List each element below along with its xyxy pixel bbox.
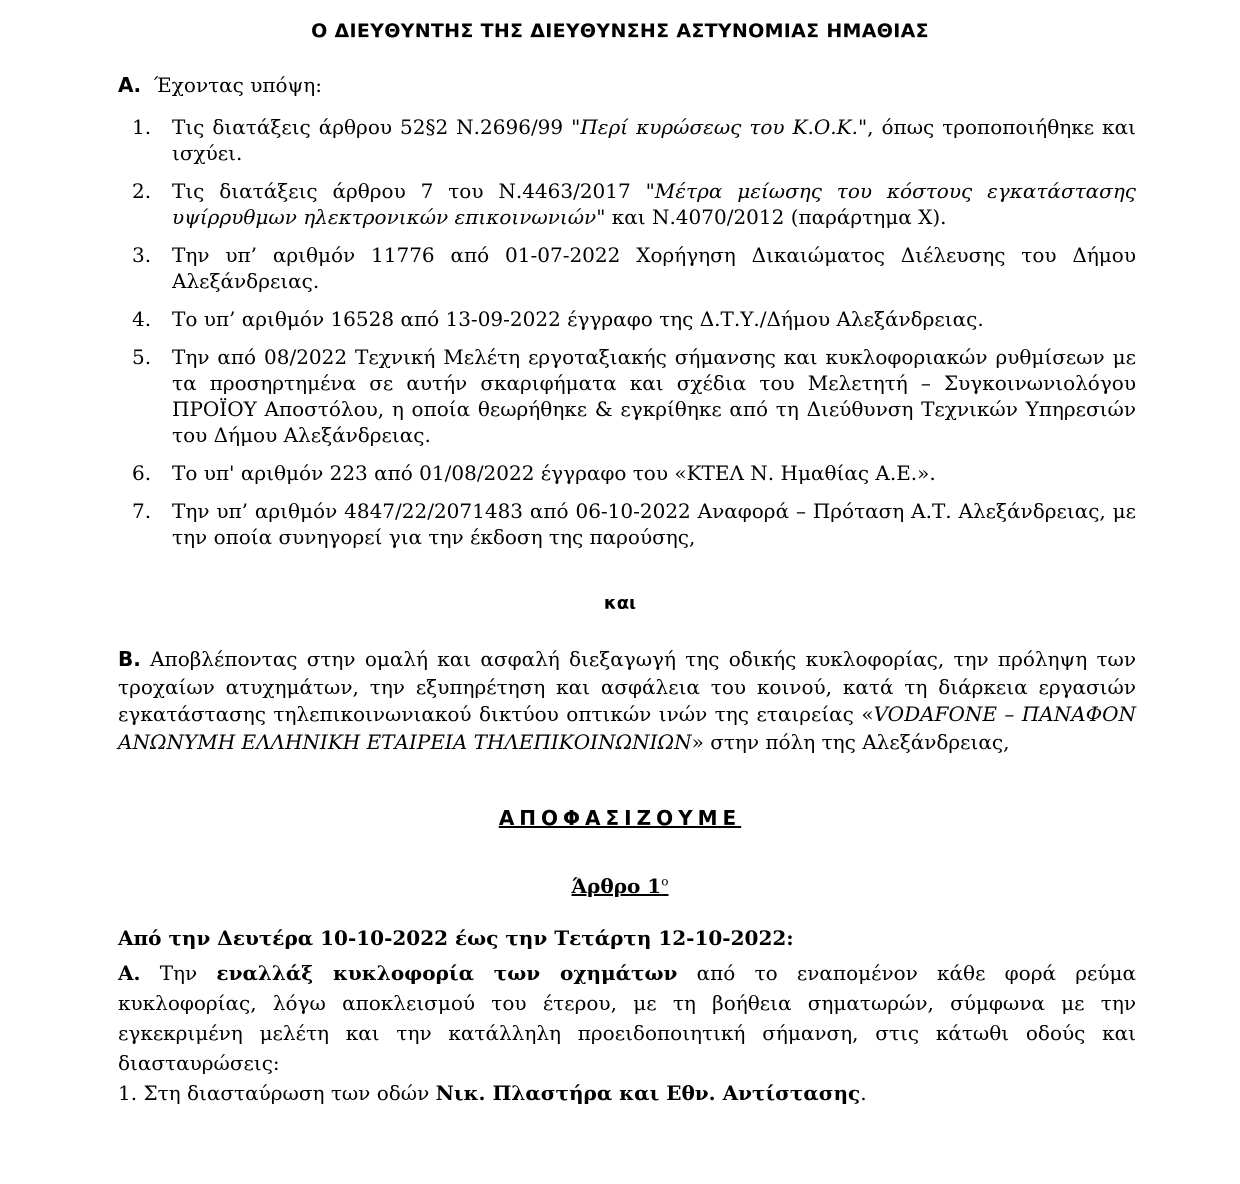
list-item-number: 6. <box>132 461 152 485</box>
section-b-label: Β. <box>118 647 141 671</box>
list-item-text: Την υπ’ αριθμόν 11776 από 01-07-2022 Χορήγηση Δικαιώματος Διέλευσης του Δήμου Αλεξάνδρειας. <box>172 243 1136 293</box>
list-item-text: Το υπ’ αριθμόν 16528 από 13-09-2022 έγγραφο της Δ.Τ.Υ./Δήμου Αλεξάνδρειας. <box>172 307 984 331</box>
article-title: Άρθρο 1 <box>571 874 662 898</box>
list-item-text: Την από 08/2022 Τεχνική Μελέτη εργοταξιακής σήμανσης και κυκλοφοριακών ρυθμίσεων με τα προσηρτημένα σε αυτήν σκαριφήματα και σχέδια του Μελετητή – Συγκοινωνιολόγου ΠΡΟΪΟΥ Αποστόλου, η οποία θεωρήθηκε & εγκρίθηκε από τη Διεύθυνση Τεχνικών Υπηρεσιών του Δήμου Αλεξάνδρειας. <box>172 345 1136 447</box>
section-b-text: Αποβλέποντας στην ομαλή και ασφαλή διεξαγωγή της οδικής κυκλοφορίας, την πρόληψη των τροχαίων ατυχημάτων, την εξυπηρέτηση και ασφάλεια του κοινού, κατά τη διάρκεια εργασιών εγκατάστασης τηλεπικοινωνιακού δικτύου οπτικών ινών της εταιρείας « <box>118 647 1136 726</box>
list-item-text: Το υπ' αριθμόν 223 από 01/08/2022 έγγραφο του «ΚΤΕΛ Ν. Ημαθίας Α.Ε.». <box>172 461 936 485</box>
list-item-text: Την υπ’ αριθμόν 4847/22/2071483 από 06-10-2022 Αναφορά – Πρόταση Α.Τ. Αλεξάνδρειας, με την οποία συνηγορεί για την έκδοση της παρούσης, <box>172 499 1136 549</box>
section-a-intro-text: Έχοντας υπόψη: <box>153 73 322 97</box>
paragraph-a-text: από το εναπομένον κάθε φορά ρεύμα κυκλοφορίας, λόγω αποκλεισμού του έτερου, με τη βοήθεια σηματωρών, σύμφωνα με την εγκεκριμένη μελέτη και την κατάλληλη προειδοποιητική σήμανση, στις κάτωθι οδούς και διασταυρώσεις: <box>118 961 1136 1075</box>
list-item-italic: "Μέτρα μείωσης του κόστους εγκατάστασης υψίρρυθμων ηλεκτρονικών επικοινωνιών <box>172 179 1136 229</box>
list-item-number: 1. <box>132 115 152 139</box>
list-item-number: 3. <box>132 243 152 267</box>
paragraph-a-emphasis: εναλλάξ κυκλοφορία των οχημάτων <box>216 961 678 985</box>
article-ordinal: ο <box>661 874 669 889</box>
list-item <box>118 344 1136 448</box>
paragraph-a-text: Την <box>140 961 217 985</box>
list-item-number: 7. <box>132 499 152 523</box>
considerations-list <box>118 114 1136 562</box>
company-name: VODAFONE – ΠΑΝΑΦΟΝ ΑΝΩΝΥΜΗ ΕΛΛΗΝΙΚΗ ΕΤΑΙΡΕΙΑ ΤΗΛΕΠΙΚΟΙΝΩΝΙΩΝ <box>118 702 1136 754</box>
paragraph-a <box>118 958 1136 1078</box>
section-a-label: Α. <box>118 73 142 97</box>
list-item <box>118 460 1136 486</box>
list-item <box>118 242 1136 294</box>
intersection-item <box>118 1080 867 1106</box>
section-b-text: » στην πόλη της Αλεξάνδρειας, <box>691 729 1010 754</box>
conjunction-text: και <box>603 593 637 614</box>
list-item-text: Τις διατάξεις άρθρου 7 του Ν.4463/2017 <box>172 179 646 203</box>
list-item-italic: Περί κυρώσεως του Κ.Ο.Κ. <box>580 115 858 139</box>
list-item <box>118 498 1136 550</box>
intersection-streets: Νικ. Πλαστήρα και Εθν. Αντίστασης <box>435 1081 861 1105</box>
intersection-item-text: . <box>860 1081 867 1105</box>
list-item-number: 4. <box>132 307 152 331</box>
list-item-text: ", όπως τροποποιήθηκε και ισχύει. <box>172 115 1136 165</box>
list-item-text: " και Ν.4070/2012 (παράρτημα Χ). <box>596 205 947 229</box>
intersection-item-text: 1. Στη διασταύρωση των οδών <box>118 1081 436 1105</box>
list-item <box>118 306 1136 332</box>
list-item-number: 5. <box>132 345 152 369</box>
period-heading: Από την Δευτέρα 10-10-2022 έως την Τετάρτη 12-10-2022: <box>118 926 794 950</box>
article-heading <box>0 874 1240 898</box>
decision-heading: ΑΠΟΦΑΣΙΖΟΥΜΕ <box>498 806 742 830</box>
section-a-intro <box>118 72 322 98</box>
list-item-number: 2. <box>132 179 152 203</box>
section-b-paragraph <box>118 646 1136 756</box>
list-item <box>118 178 1136 230</box>
document-title: Ο ΔΙΕΥΘΥΝΤΗΣ ΤΗΣ ΔΙΕΥΘΥΝΣΗΣ ΑΣΤΥΝΟΜΙΑΣ ΗΜΑΘΙΑΣ <box>311 20 929 42</box>
paragraph-a-label: Α. <box>118 961 141 985</box>
list-item <box>118 114 1136 166</box>
list-item-text: Τις διατάξεις άρθρου 52§2 Ν.2696/99 " <box>172 115 581 139</box>
